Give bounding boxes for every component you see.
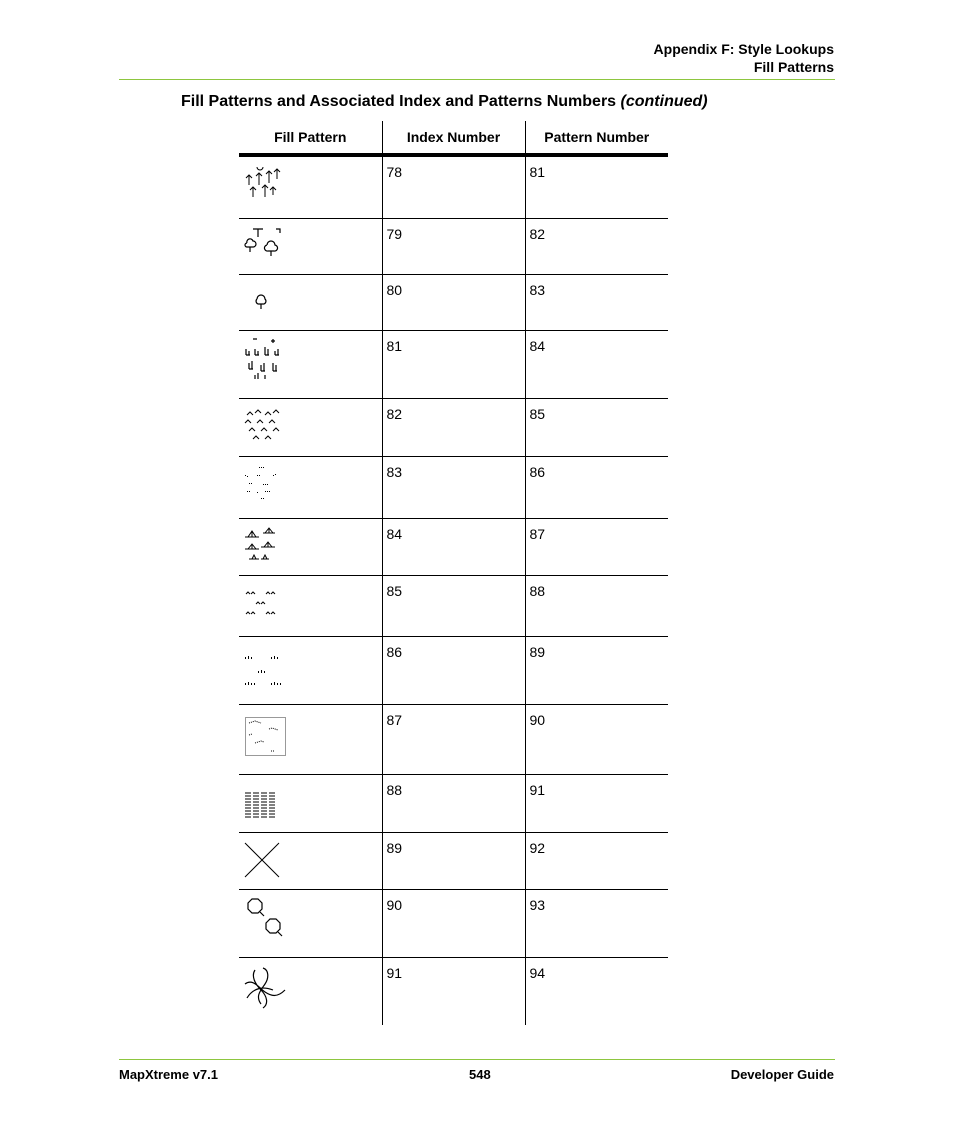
pattern-cell — [239, 218, 382, 274]
single-tree-pattern-icon — [243, 281, 283, 313]
index-number: 78 — [382, 155, 525, 218]
pattern-cell — [239, 636, 382, 704]
table-row — [239, 636, 668, 704]
index-number: 87 — [382, 704, 525, 774]
table-row — [239, 704, 668, 774]
dotted-marsh-pattern-icon — [243, 463, 283, 503]
index-number: 82 — [382, 398, 525, 456]
col-fill-pattern: Fill Pattern — [239, 121, 382, 155]
table-row — [239, 832, 668, 889]
pattern-number: 86 — [525, 456, 668, 518]
tree-symbol-pattern-icon — [243, 225, 283, 257]
table-row — [239, 398, 668, 456]
table-row — [239, 218, 668, 274]
index-number: 89 — [382, 832, 525, 889]
pattern-cell — [239, 398, 382, 456]
index-number: 83 — [382, 456, 525, 518]
header-appendix: Appendix F: Style Lookups — [653, 41, 834, 57]
footer-rule — [119, 1059, 835, 1060]
pattern-cell — [239, 957, 382, 1025]
header-rule — [119, 79, 835, 80]
table-row — [239, 155, 668, 218]
table-title: Fill Patterns and Associated Index and Patterns Numbers (continued) — [181, 93, 708, 110]
curved-lines-pattern-icon — [243, 964, 291, 1010]
pattern-number: 83 — [525, 274, 668, 330]
pattern-cell — [239, 155, 382, 218]
header-section: Fill Patterns — [753, 59, 834, 75]
pattern-number: 81 — [525, 155, 668, 218]
col-index-number: Index Number — [382, 121, 525, 155]
index-number: 88 — [382, 774, 525, 832]
table-row — [239, 889, 668, 957]
marsh-pattern-icon — [243, 405, 283, 443]
footer-product: MapXtreme v7.1 — [119, 1067, 218, 1082]
pattern-cell — [239, 330, 382, 398]
octagon-ring-pattern-icon — [243, 896, 291, 942]
dense-dash-pattern-icon — [243, 781, 283, 821]
col-pattern-number: Pattern Number — [525, 121, 668, 155]
table-row — [239, 330, 668, 398]
table-row — [239, 575, 668, 636]
table-header-row — [239, 121, 668, 155]
table-row — [239, 456, 668, 518]
pattern-number: 90 — [525, 704, 668, 774]
pattern-number: 89 — [525, 636, 668, 704]
reed-pattern-icon — [243, 525, 283, 565]
pattern-number: 85 — [525, 398, 668, 456]
index-number: 79 — [382, 218, 525, 274]
pattern-number: 93 — [525, 889, 668, 957]
fill-pattern-table — [239, 121, 668, 1025]
table-row — [239, 774, 668, 832]
pattern-number: 84 — [525, 330, 668, 398]
boxed-dot-pattern-icon — [243, 711, 289, 757]
table-row — [239, 957, 668, 1025]
table-row — [239, 518, 668, 575]
pattern-cell — [239, 774, 382, 832]
pattern-number: 88 — [525, 575, 668, 636]
title-continued: (continued) — [620, 93, 708, 110]
index-number: 85 — [382, 575, 525, 636]
pattern-number: 91 — [525, 774, 668, 832]
pattern-number: 92 — [525, 832, 668, 889]
pattern-cell — [239, 456, 382, 518]
sparse-dot-marsh-pattern-icon — [243, 643, 287, 687]
pattern-cell — [239, 832, 382, 889]
cross-pattern-icon — [243, 839, 283, 879]
table-row — [239, 274, 668, 330]
pattern-number: 87 — [525, 518, 668, 575]
arrow-cluster-pattern-icon — [243, 163, 283, 199]
footer-page-number: 548 — [469, 1067, 491, 1082]
pattern-number: 82 — [525, 218, 668, 274]
index-number: 91 — [382, 957, 525, 1025]
sparse-marsh-pattern-icon — [243, 582, 283, 618]
index-number: 86 — [382, 636, 525, 704]
footer-guide-title: Developer Guide — [730, 1067, 834, 1082]
pattern-cell — [239, 274, 382, 330]
pattern-cell — [239, 575, 382, 636]
pattern-number: 94 — [525, 957, 668, 1025]
pattern-cell — [239, 704, 382, 774]
grass-tuft-pattern-icon — [243, 337, 287, 381]
pattern-cell — [239, 889, 382, 957]
index-number: 80 — [382, 274, 525, 330]
index-number: 84 — [382, 518, 525, 575]
pattern-cell — [239, 518, 382, 575]
index-number: 90 — [382, 889, 525, 957]
index-number: 81 — [382, 330, 525, 398]
running-header — [654, 40, 834, 76]
